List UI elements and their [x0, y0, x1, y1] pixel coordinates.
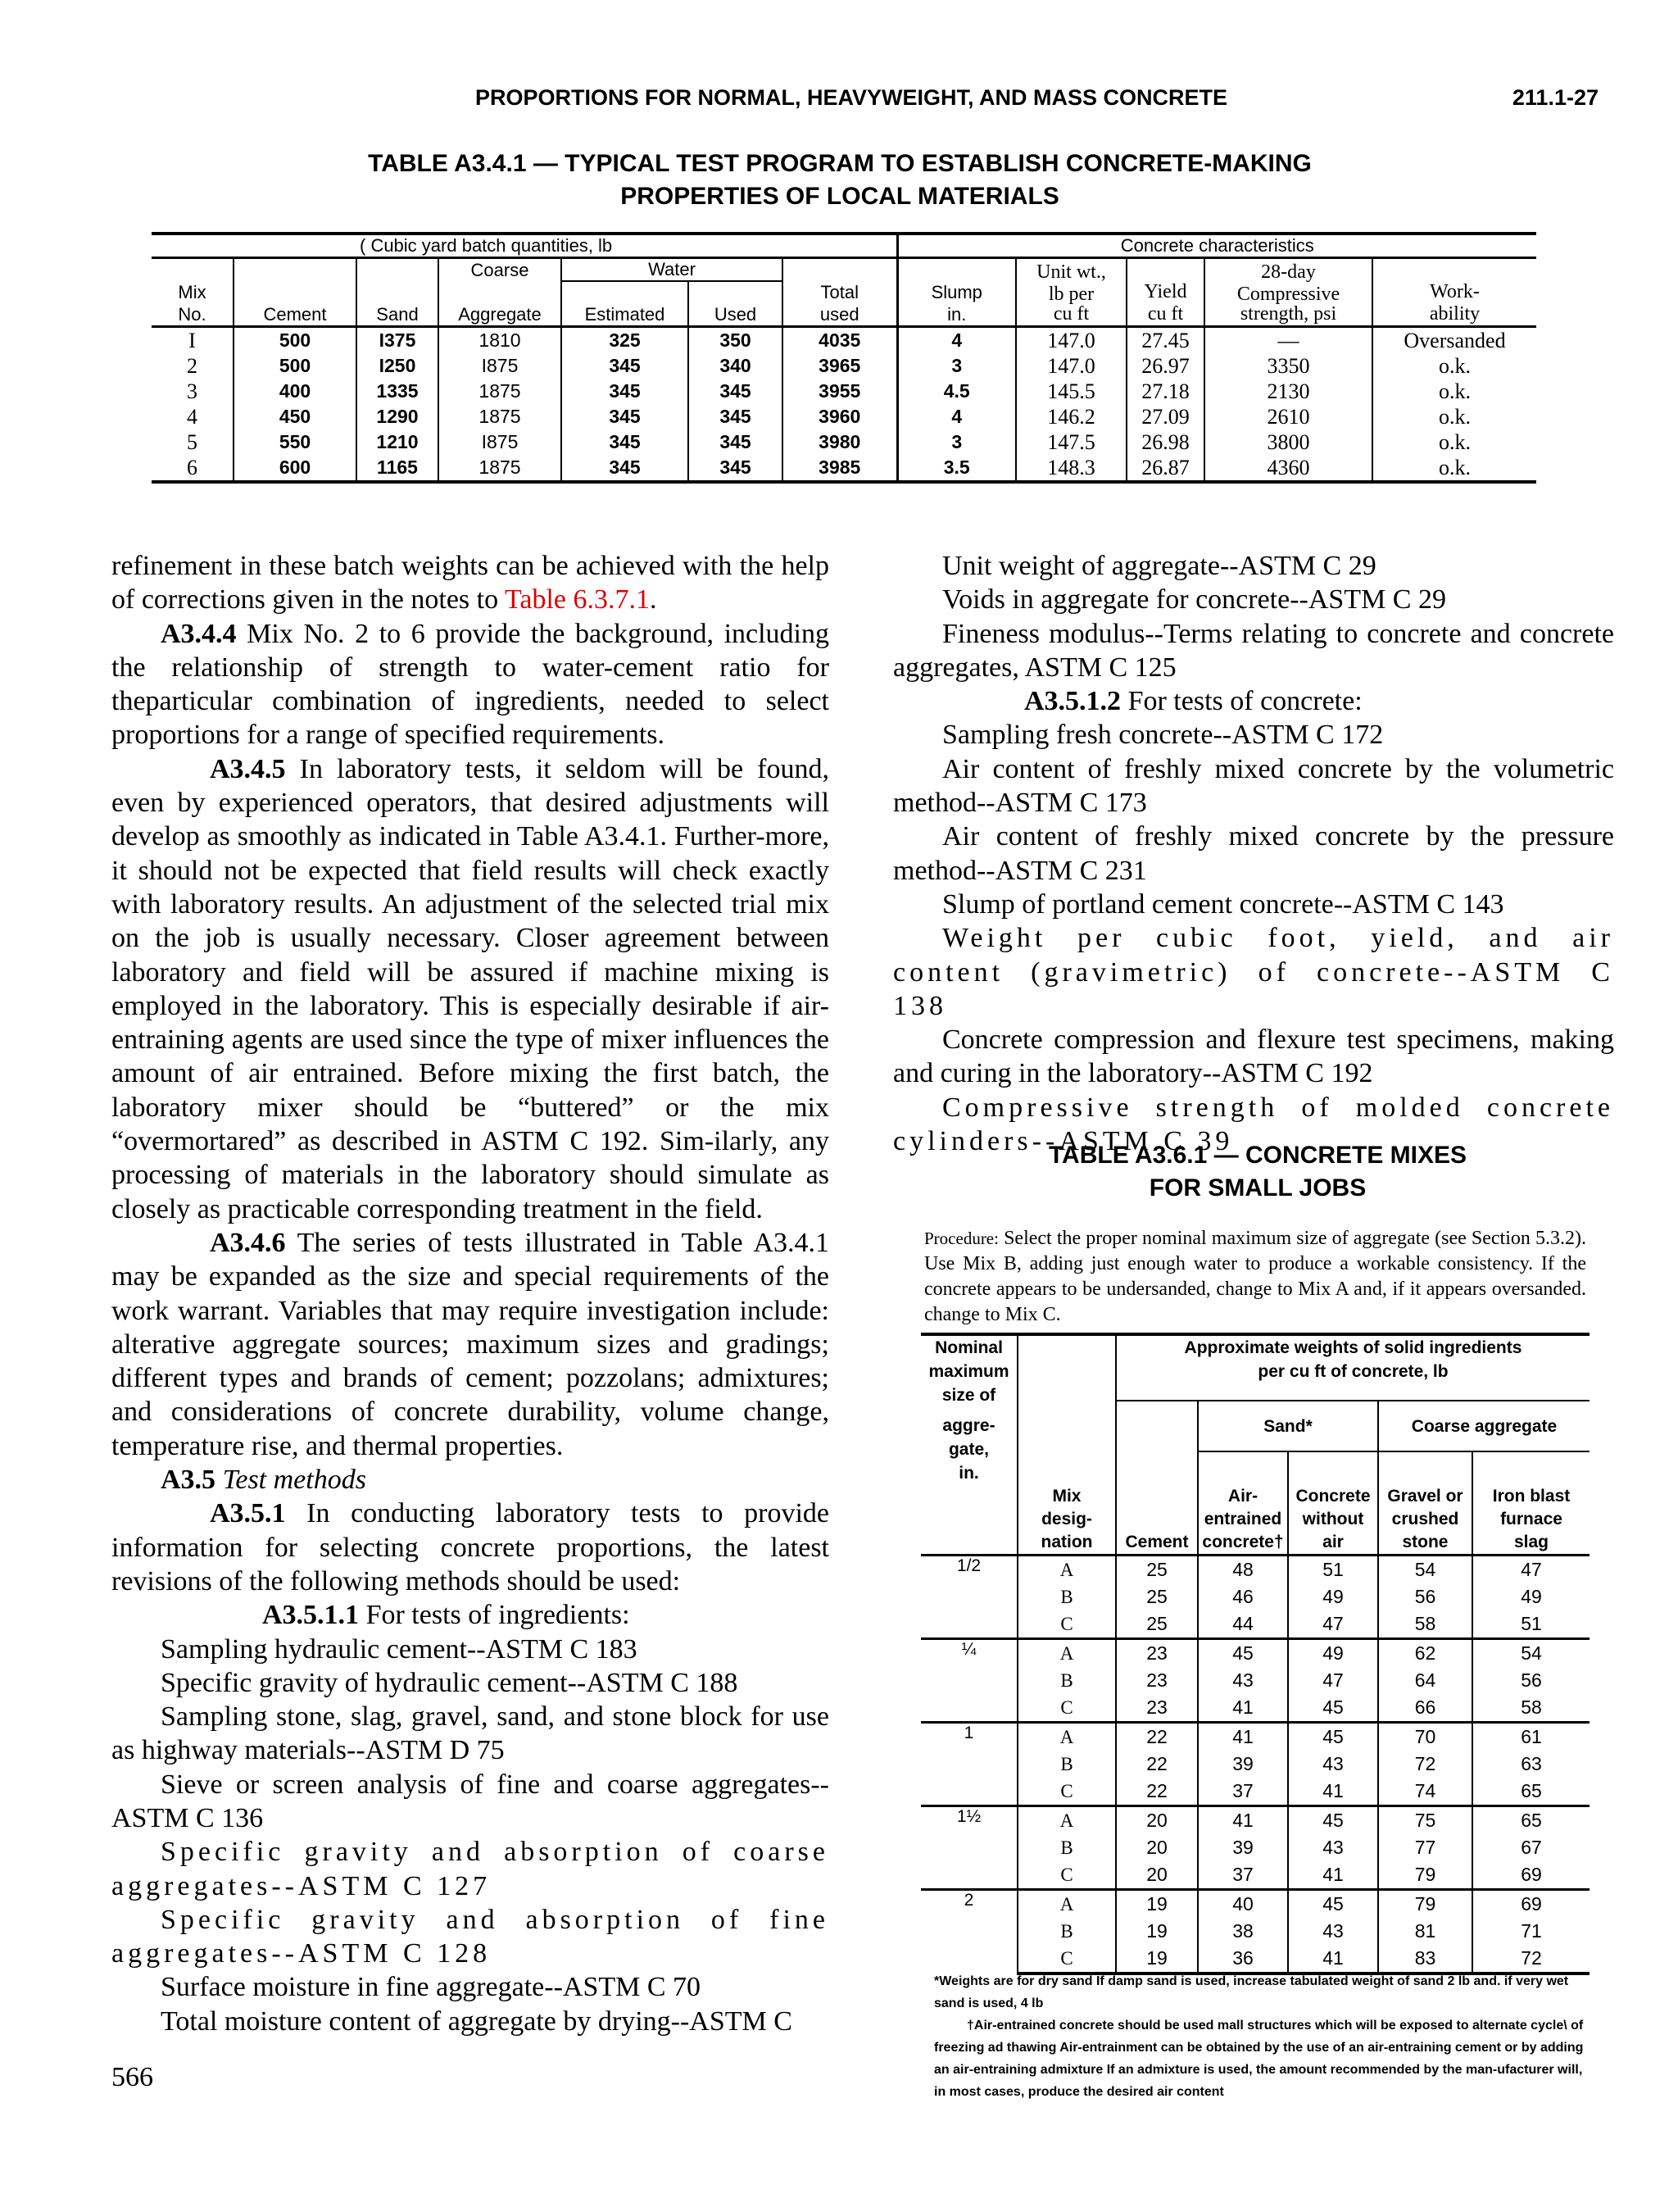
table-cell: 340: [688, 353, 782, 379]
table-a361-h-approx: Approximate weights of solid ingredients per cu ft of concrete, lb: [1116, 1334, 1590, 1401]
table-cell: 65: [1472, 1806, 1590, 1835]
table-a341-title: [246, 148, 1434, 213]
table-a361-h-mix: Mix desig- nation: [1018, 1485, 1116, 1556]
table-cell: A: [1018, 1723, 1116, 1751]
list-item: Weight per cubic foot, yield, and air content (gravimetric) of concrete--ASTM C 138: [893, 923, 1614, 1021]
table-a341-h-slump-1: Slump: [897, 281, 1016, 303]
table-cell: A: [1018, 1556, 1116, 1584]
table-a341-h-used: Used: [688, 303, 782, 327]
table-cell: 43: [1288, 1751, 1378, 1778]
table-row: [921, 1778, 1590, 1806]
table-cell: A: [1018, 1639, 1116, 1668]
table-cell: 19: [1116, 1945, 1198, 1974]
size-cell: 1/2: [956, 1556, 982, 1575]
table-cell: 600: [234, 455, 356, 482]
table-cell: B: [1018, 1834, 1116, 1861]
table-cell: 1875: [438, 404, 561, 429]
table-a341-h-mix-1: Mix: [178, 282, 206, 302]
size-cell: 2: [921, 1890, 1018, 1974]
table-row: [152, 404, 1536, 429]
table-row: [921, 1806, 1590, 1835]
table-cell: 147.5: [1016, 429, 1127, 455]
table-cell: C: [1018, 1694, 1116, 1723]
table-cell: —: [1204, 327, 1372, 354]
list-item: Fineness modulus--Terms relating to concrete and concrete aggregates, ASTM C 125: [893, 618, 1614, 683]
table-cell: 1335: [356, 379, 438, 404]
table-cell: o.k.: [1372, 353, 1536, 379]
table-cell: 23: [1116, 1667, 1198, 1694]
table-row: [921, 1639, 1590, 1668]
table-a341-title-line1: TABLE A3.4.1 — TYPICAL TEST PROGRAM TO ESTABLISH CONCRETE-MAKING: [368, 150, 1312, 177]
table-cell: 27.18: [1127, 379, 1204, 404]
heading-a3512: A3.5.1.2 For tests of concrete:: [1024, 686, 1363, 717]
table-cell: 62: [1378, 1639, 1472, 1668]
table-a341-h-mix-2: No.: [152, 303, 234, 327]
table-cell: 3: [897, 429, 1016, 455]
list-item: Compressive strength of molded concrete cylinders--ASTM C 39: [893, 1092, 1614, 1157]
table-cell: 1875: [438, 379, 561, 404]
table-cell: 23: [1116, 1639, 1198, 1668]
table-a341-h-yield-1: Yield: [1127, 281, 1204, 303]
table-cell: 39: [1198, 1834, 1288, 1861]
table-a341-h-coarse: Coarse: [438, 258, 561, 282]
table-cell: B: [1018, 1583, 1116, 1610]
table-cell: 40: [1198, 1890, 1288, 1919]
table-a341-group-batch: ( Cubic yard batch quantities, lb: [360, 235, 613, 256]
table-cell: 41: [1288, 1861, 1378, 1890]
table-a361-h-nominal: Nominal maximum size of aggre- gate, in.: [928, 1338, 1009, 1483]
section-number: A3.5.1: [210, 1498, 286, 1529]
table-cell: 25: [1116, 1583, 1198, 1610]
table-a361-h-coarse: Coarse aggregate: [1378, 1401, 1590, 1451]
footnote-dry-sand: *Weights are for dry sand If damp sand is used, increase tabulated weight of sand 2 lb and. if very wet sand is used, 4 lb: [934, 1974, 1569, 2010]
running-header-page-code: 211.1-27: [1512, 85, 1599, 110]
table-cell: I875: [438, 429, 561, 455]
table-cell: 3980: [782, 429, 897, 455]
table-631-link[interactable]: Table 6.3.7.1: [504, 584, 651, 615]
table-cell: 61: [1472, 1723, 1590, 1751]
table-cell: 47: [1288, 1610, 1378, 1639]
table-row: [921, 1945, 1590, 1974]
table-a341-h-water: Water: [561, 258, 782, 282]
table-cell: Oversanded: [1372, 327, 1536, 354]
table-cell: 54: [1472, 1639, 1590, 1668]
table-cell: 3.5: [897, 455, 1016, 482]
table-cell: 2: [187, 353, 197, 378]
table-cell: 148.3: [1016, 455, 1127, 482]
table-cell: 79: [1378, 1861, 1472, 1890]
table-cell: 43: [1288, 1918, 1378, 1945]
paragraph-a351: A3.5.1 In conducting laboratory tests to provide information for selecting concrete proportions, the latest revisions of the following methods should be used:: [111, 1498, 829, 1597]
table-cell: 19: [1116, 1918, 1198, 1945]
table-cell: 400: [234, 379, 356, 404]
table-cell: 20: [1116, 1861, 1198, 1890]
table-cell: 26.87: [1127, 455, 1204, 482]
table-a361-title: [967, 1139, 1549, 1205]
table-cell: 345: [688, 455, 782, 482]
table-cell: 79: [1378, 1890, 1472, 1919]
table-cell: 44: [1198, 1610, 1288, 1639]
table-cell: 1290: [356, 404, 438, 429]
table-cell: 72: [1378, 1751, 1472, 1778]
list-item: Sampling fresh concrete--ASTM C 172: [942, 720, 1384, 751]
table-cell: C: [1018, 1861, 1116, 1890]
paragraph-a344: A3.4.4 Mix No. 2 to 6 provide the background, including the relationship of strength to water-cement ratio for theparticular combination of ingredients, needed to select proportions for a range of specified requirements.: [111, 618, 829, 751]
table-cell: 4360: [1204, 455, 1372, 482]
table-a341-h-yield-2: cu ft: [1127, 303, 1204, 327]
table-cell: 500: [234, 353, 356, 379]
table-row: [921, 1751, 1590, 1778]
table-cell: 71: [1472, 1918, 1590, 1945]
table-cell: 75: [1378, 1806, 1472, 1835]
table-cell: 36: [1198, 1945, 1288, 1974]
table-cell: 3955: [782, 379, 897, 404]
table-cell: 45: [1288, 1723, 1378, 1751]
table-cell: 43: [1288, 1834, 1378, 1861]
table-cell: 56: [1472, 1667, 1590, 1694]
list-item: Air content of freshly mixed concrete by the pressure method--ASTM C 231: [893, 821, 1614, 886]
list-item: Concrete compression and flexure test specimens, making and curing in the laboratory--ASTM C 192: [893, 1024, 1614, 1089]
table-a341-group-characteristics: Concrete characteristics: [897, 234, 1536, 258]
table-cell: 3: [897, 353, 1016, 379]
table-a341-h-total-1: Total: [782, 281, 897, 303]
table-cell: 41: [1288, 1778, 1378, 1806]
table-a341-h-aggregate: Aggregate: [438, 303, 561, 327]
table-cell: 67: [1472, 1834, 1590, 1861]
table-cell: 4: [897, 404, 1016, 429]
table-cell: 1210: [356, 429, 438, 455]
table-cell: 345: [561, 353, 688, 379]
list-item: Sampling hydraulic cement--ASTM C 183: [161, 1633, 637, 1665]
table-a341-h-28day-3: strength, psi: [1204, 303, 1372, 327]
list-item: Specific gravity of hydraulic cement--ASTM C 188: [161, 1667, 738, 1698]
table-cell: 39: [1198, 1751, 1288, 1778]
list-item: Slump of portland cement concrete--ASTM C 143: [942, 888, 1504, 920]
table-cell: 4: [187, 404, 197, 429]
table-cell: 27.09: [1127, 404, 1204, 429]
list-item: Surface moisture in fine aggregate--ASTM C 70: [161, 1972, 701, 2003]
paragraph-a345: A3.4.5 In laboratory tests, it seldom will be found, even by experienced operators, that desired adjustments will develop as smoothly as indicated in Table A3.4.1. Further-more, it should not be expected that field results will check exactly with laboratory results. An adjustment of the selected trial mix on the job is usually necessary. Closer agreement between laboratory and field will be assured if machine mixing is employed in the laboratory. This is especially desirable if air-entraining agents are used since the type of mixer influences the amount of air entrained. Before mixing the first batch, the laboratory mixer should be “buttered” or the mix “overmortared” as described in ASTM C 192. Sim-ilarly, any processing of materials in the laboratory should simulate as closely as practicable corresponding treatment in the field.: [111, 753, 829, 1224]
table-cell: 1165: [356, 455, 438, 482]
table-a361-title-line1: TABLE A3.6.1 — CONCRETE MIXES: [1048, 1142, 1467, 1169]
table-cell: 345: [688, 379, 782, 404]
table-cell: A: [1018, 1890, 1116, 1919]
table-row: [152, 379, 1536, 404]
table-a341-h-28day-2: Compressive: [1204, 281, 1372, 303]
table-cell: 66: [1378, 1694, 1472, 1723]
table-cell: 2610: [1204, 404, 1372, 429]
list-item: Air content of freshly mixed concrete by the volumetric method--ASTM C 173: [893, 753, 1614, 819]
section-number: A3.4.5: [210, 753, 286, 784]
table-cell: 37: [1198, 1861, 1288, 1890]
table-cell: I375: [356, 327, 438, 354]
table-row: [921, 1834, 1590, 1861]
table-cell: I: [188, 328, 196, 352]
table-cell: 45: [1288, 1806, 1378, 1835]
left-column: [111, 549, 829, 2038]
table-cell: o.k.: [1372, 404, 1536, 429]
table-cell: 3: [187, 379, 197, 403]
list-item: Sieve or screen analysis of fine and coarse aggregates--ASTM C 136: [111, 1769, 829, 1833]
table-cell: A: [1018, 1806, 1116, 1835]
table-cell: 49: [1288, 1639, 1378, 1668]
table-a361-h-noair: Concrete without air: [1288, 1485, 1378, 1556]
table-a341-h-work-1: Work-: [1372, 281, 1536, 303]
table-cell: 49: [1288, 1583, 1378, 1610]
table-row: [921, 1694, 1590, 1723]
table-cell: B: [1018, 1751, 1116, 1778]
table-a341-h-cement: Cement: [234, 303, 356, 327]
table-cell: 41: [1288, 1945, 1378, 1974]
table-cell: 2130: [1204, 379, 1372, 404]
table-a341-h-28day-1: 28-day: [1204, 258, 1372, 282]
table-cell: 19: [1116, 1890, 1198, 1919]
table-cell: 22: [1116, 1778, 1198, 1806]
section-number: A3.4.6: [210, 1227, 286, 1258]
table-cell: 37: [1198, 1778, 1288, 1806]
table-a361-notes: [934, 1970, 1590, 2103]
table-row: [921, 1918, 1590, 1945]
table-a361-h-sand: Sand*: [1198, 1401, 1378, 1451]
table-cell: B: [1018, 1918, 1116, 1945]
table-cell: 64: [1378, 1667, 1472, 1694]
table-a341-h-unitwt-3: cu ft: [1016, 303, 1127, 327]
heading-a3511: A3.5.1.1 For tests of ingredients:: [262, 1600, 630, 1631]
table-a361-title-line2: FOR SMALL JOBS: [1149, 1174, 1367, 1201]
table-cell: 49: [1472, 1583, 1590, 1610]
table-cell: 22: [1116, 1751, 1198, 1778]
table-cell: 83: [1378, 1945, 1472, 1974]
table-cell: 54: [1378, 1556, 1472, 1584]
table-row: [921, 1890, 1590, 1919]
table-cell: 77: [1378, 1834, 1472, 1861]
table-cell: 550: [234, 429, 356, 455]
table-cell: 41: [1198, 1694, 1288, 1723]
list-item: Voids in aggregate for concrete--ASTM C 29: [942, 584, 1446, 615]
table-row: [921, 1583, 1590, 1610]
table-cell: 345: [688, 404, 782, 429]
table-row: [921, 1861, 1590, 1890]
table-cell: 20: [1116, 1834, 1198, 1861]
running-header-title: PROPORTIONS FOR NORMAL, HEAVYWEIGHT, AND MASS CONCRETE: [475, 85, 1228, 110]
table-row: [152, 353, 1536, 379]
list-item: Specific gravity and absorption of coarse aggregates--ASTM C 127: [111, 1837, 829, 1901]
section-number: A3.5: [161, 1465, 216, 1496]
table-a361: [921, 1333, 1590, 1975]
paragraph: refinement in these batch weights can be achieved with the help of corrections given in the notes to Table 6.3.7.1.: [111, 551, 829, 615]
table-cell: 41: [1198, 1806, 1288, 1835]
table-cell: o.k.: [1372, 379, 1536, 404]
table-cell: 5: [187, 429, 197, 454]
table-cell: I875: [438, 353, 561, 379]
table-cell: 25: [1116, 1556, 1198, 1584]
table-cell: 47: [1472, 1556, 1590, 1584]
paragraph-a346: A3.4.6 The series of tests illustrated in Table A3.4.1 may be expanded as the size and special requirements of the work warrant. Variables that may require investigation include: alterative aggregate sources; maximum sizes and gradings; different types and brands of cement; pozzolans; admixtures; and considerations of concrete durability, volume change, temperature rise, and thermal properties.: [111, 1227, 829, 1461]
heading-a35: A3.5 Test methods: [161, 1465, 366, 1496]
size-cell: 1½: [921, 1806, 1018, 1890]
table-a341-h-slump-2: in.: [897, 303, 1016, 327]
table-cell: I250: [356, 353, 438, 379]
table-cell: 345: [688, 429, 782, 455]
table-a361-procedure: Procedure: Select the proper nominal maximum size of aggregate (see Section 5.3.2). Use Mix B, adding just enough water to produce a workable consistency. If the concrete appears to be undersanded, change to Mix A and, if it appears oversanded. change to Mix C.: [924, 1228, 1586, 1325]
procedure-label: Procedure:: [924, 1229, 999, 1248]
size-cell: 1: [921, 1723, 1018, 1806]
list-item: Total moisture content of aggregate by drying--ASTM C: [161, 2005, 792, 2037]
table-a361-h-iron: Iron blast furnace slag: [1472, 1485, 1590, 1556]
table-cell: 3985: [782, 455, 897, 482]
table-cell: 345: [561, 429, 688, 455]
table-cell: C: [1018, 1945, 1116, 1974]
table-cell: o.k.: [1372, 429, 1536, 455]
table-cell: 325: [561, 327, 688, 354]
table-cell: 6: [152, 455, 234, 482]
table-cell: 3350: [1204, 353, 1372, 379]
table-cell: 20: [1116, 1806, 1198, 1835]
table-a341-h-estimated: Estimated: [561, 303, 688, 327]
table-row: [152, 429, 1536, 455]
table-cell: 1810: [438, 327, 561, 354]
table-a361-h-air: Air- entrained concrete†: [1198, 1485, 1288, 1556]
table-cell: 48: [1198, 1556, 1288, 1584]
table-cell: 45: [1288, 1694, 1378, 1723]
list-item: Sampling stone, slag, gravel, sand, and stone block for use as highway materials--ASTM D 75: [111, 1701, 829, 1766]
table-cell: 27.45: [1127, 327, 1204, 354]
table-cell: 4.5: [897, 379, 1016, 404]
table-cell: 43: [1198, 1667, 1288, 1694]
table-a341: [152, 232, 1536, 484]
table-cell: 81: [1378, 1918, 1472, 1945]
table-cell: 23: [1116, 1694, 1198, 1723]
table-cell: C: [1018, 1778, 1116, 1806]
table-cell: 47: [1288, 1667, 1378, 1694]
table-cell: 4035: [782, 327, 897, 354]
table-cell: 1875: [438, 455, 561, 482]
section-number: A3.5.1.1: [262, 1600, 360, 1631]
table-cell: B: [1018, 1667, 1116, 1694]
table-cell: 450: [234, 404, 356, 429]
table-row: [921, 1610, 1590, 1639]
table-cell: 45: [1288, 1890, 1378, 1919]
table-cell: 51: [1472, 1610, 1590, 1639]
section-number: A3.4.4: [161, 618, 237, 649]
table-a361-h-cement: Cement: [1116, 1485, 1198, 1556]
table-cell: C: [1018, 1610, 1116, 1639]
table-cell: 74: [1378, 1778, 1472, 1806]
list-item: Unit weight of aggregate--ASTM C 29: [942, 551, 1376, 581]
table-cell: 145.5: [1016, 379, 1127, 404]
table-cell: 345: [561, 455, 688, 482]
page-number: 566: [111, 2062, 153, 2092]
table-cell: 147.0: [1016, 353, 1127, 379]
table-cell: 3965: [782, 353, 897, 379]
table-a341-h-unitwt-1: Unit wt.,: [1016, 258, 1127, 282]
table-cell: 51: [1288, 1556, 1378, 1584]
table-a341-h-unitwt-2: lb per: [1016, 281, 1127, 303]
table-cell: 69: [1472, 1890, 1590, 1919]
section-number: A3.5.1.2: [1024, 686, 1122, 717]
table-cell: 63: [1472, 1751, 1590, 1778]
table-cell: o.k.: [1372, 455, 1536, 482]
list-item: Specific gravity and absorption of fine aggregates--ASTM C 128: [111, 1904, 829, 1969]
table-cell: 45: [1198, 1639, 1288, 1668]
table-cell: 500: [234, 327, 356, 354]
table-cell: 26.97: [1127, 353, 1204, 379]
table-cell: 146.2: [1016, 404, 1127, 429]
table-cell: 25: [1116, 1610, 1198, 1639]
right-column: [893, 549, 1614, 1158]
table-cell: 70: [1378, 1723, 1472, 1751]
table-a341-h-work-2: ability: [1372, 303, 1536, 327]
table-cell: 22: [1116, 1723, 1198, 1751]
size-cell: ¼: [921, 1639, 1018, 1723]
table-cell: 38: [1198, 1918, 1288, 1945]
table-cell: 350: [688, 327, 782, 354]
footnote-air-entrained: †Air-entrained concrete should be used mall structures which will be exposed to alternate cycle\ of freezing ad thawing Air-entrainment can be obtained by the use of an air-entraining cement or by adding an air-entraining admixture If an admixture is used, the amount recommended by the man-ufacturer will, in most cases, produce the desired air content: [934, 2019, 1584, 2099]
table-cell: 3960: [782, 404, 897, 429]
table-cell: 69: [1472, 1861, 1590, 1890]
table-cell: 26.98: [1127, 429, 1204, 455]
table-cell: 58: [1378, 1610, 1472, 1639]
table-a341-title-line2: PROPERTIES OF LOCAL MATERIALS: [620, 183, 1059, 210]
table-cell: 46: [1198, 1583, 1288, 1610]
table-row: [921, 1556, 1590, 1584]
table-a341-h-total-2: used: [782, 303, 897, 327]
table-cell: 72: [1472, 1945, 1590, 1974]
table-row: [921, 1667, 1590, 1694]
table-cell: 3800: [1204, 429, 1372, 455]
table-cell: 345: [561, 379, 688, 404]
table-a361-h-gravel: Gravel or crushed stone: [1378, 1485, 1472, 1556]
table-cell: 345: [561, 404, 688, 429]
table-cell: 41: [1198, 1723, 1288, 1751]
table-cell: 58: [1472, 1694, 1590, 1723]
table-a341-h-sand: Sand: [356, 303, 438, 327]
table-cell: 147.0: [1016, 327, 1127, 354]
table-cell: 4: [897, 327, 1016, 354]
table-row: [921, 1723, 1590, 1751]
table-cell: 65: [1472, 1778, 1590, 1806]
table-cell: 56: [1378, 1583, 1472, 1610]
table-row: [152, 455, 1536, 482]
table-row: [152, 327, 1536, 354]
